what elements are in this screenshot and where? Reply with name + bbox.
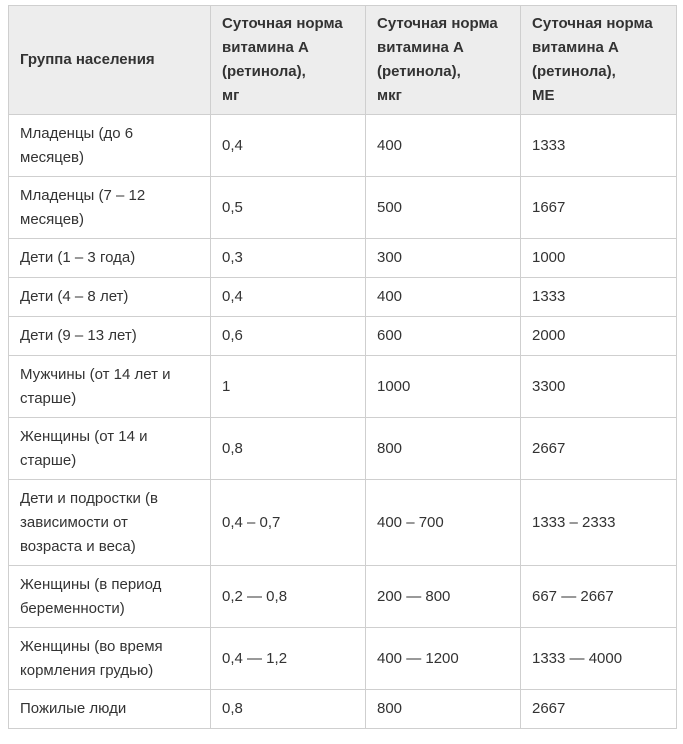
group-line: возраста и веса) — [20, 537, 136, 555]
header-daily-norm-mg — [211, 6, 366, 115]
table-row — [9, 115, 677, 177]
table-row — [9, 480, 677, 566]
cell-me: 1333 — 4000 — [521, 628, 677, 690]
cell-population-group — [9, 418, 211, 480]
table-body — [9, 115, 677, 729]
group-line: месяцев) — [20, 210, 85, 228]
vitamin-a-norms-table — [8, 5, 677, 729]
cell-me: 2667 — [521, 418, 677, 480]
header-line: Группа населения — [20, 51, 155, 68]
cell-me: 3300 — [521, 356, 677, 418]
cell-mcg: 400 – 700 — [366, 480, 521, 566]
header-daily-norm-mcg — [366, 6, 521, 115]
cell-population-group — [9, 566, 211, 628]
table-row — [9, 177, 677, 239]
cell-population-group — [9, 690, 211, 729]
cell-mcg: 1000 — [366, 356, 521, 418]
group-line: Женщины (во время — [20, 637, 163, 655]
cell-mg: 0,3 — [211, 239, 366, 278]
group-line: Дети (1 – 3 года) — [20, 249, 136, 266]
cell-me: 1333 — [521, 278, 677, 317]
cell-mg: 1 — [211, 356, 366, 418]
table-row — [9, 628, 677, 690]
cell-mcg: 300 — [366, 239, 521, 278]
table-row — [9, 356, 677, 418]
cell-mcg: 800 — [366, 418, 521, 480]
header-line: (ретинола), — [222, 63, 306, 80]
table-row — [9, 690, 677, 729]
cell-mg: 0,5 — [211, 177, 366, 239]
cell-mg: 0,8 — [211, 690, 366, 729]
header-line: витамина А — [532, 39, 619, 56]
cell-me: 1333 — [521, 115, 677, 177]
cell-me: 1000 — [521, 239, 677, 278]
header-line: (ретинола), — [532, 63, 616, 80]
cell-mg: 0,4 — [211, 115, 366, 177]
cell-mg: 0,8 — [211, 418, 366, 480]
header-population-group — [9, 6, 211, 115]
header-line: мг — [222, 87, 240, 104]
table-row — [9, 317, 677, 356]
cell-me: 1667 — [521, 177, 677, 239]
group-line: Младенцы (до 6 — [20, 124, 134, 142]
cell-mcg: 800 — [366, 690, 521, 729]
cell-mcg: 400 — [366, 278, 521, 317]
header-line: (ретинола), — [377, 63, 461, 80]
group-line: Женщины (от 14 и — [20, 427, 148, 445]
group-line: Дети (4 – 8 лет) — [20, 288, 129, 305]
header-line: Суточная норма — [222, 15, 343, 32]
cell-mg: 0,4 – 0,7 — [211, 480, 366, 566]
header-line: витамина А — [377, 39, 464, 56]
cell-mg: 0,4 — [211, 278, 366, 317]
cell-population-group — [9, 317, 211, 356]
cell-mcg: 200 — 800 — [366, 566, 521, 628]
table-row — [9, 566, 677, 628]
header-line: мкг — [377, 87, 402, 104]
table-row — [9, 239, 677, 278]
group-line: Младенцы (7 – 12 — [20, 186, 146, 204]
group-line: Дети (9 – 13 лет) — [20, 327, 137, 344]
cell-me: 1333 – 2333 — [521, 480, 677, 566]
cell-mg: 0,2 — 0,8 — [211, 566, 366, 628]
group-line: беременности) — [20, 599, 125, 617]
table-header-row — [9, 6, 677, 115]
cell-mcg: 500 — [366, 177, 521, 239]
cell-me: 2000 — [521, 317, 677, 356]
group-line: Мужчины (от 14 лет и — [20, 365, 171, 383]
group-line: Женщины (в период — [20, 575, 162, 593]
cell-mcg: 400 — [366, 115, 521, 177]
header-line: МЕ — [532, 87, 555, 104]
cell-mg: 0,6 — [211, 317, 366, 356]
group-line: старше) — [20, 389, 77, 407]
cell-population-group — [9, 115, 211, 177]
cell-population-group — [9, 278, 211, 317]
cell-mg: 0,4 — 1,2 — [211, 628, 366, 690]
group-line: Пожилые люди — [20, 700, 127, 717]
table-row — [9, 418, 677, 480]
table-row — [9, 278, 677, 317]
header-line: витамина А — [222, 39, 309, 56]
cell-population-group — [9, 480, 211, 566]
cell-me: 667 — 2667 — [521, 566, 677, 628]
header-line: Суточная норма — [532, 15, 653, 32]
cell-population-group — [9, 628, 211, 690]
cell-mcg: 400 — 1200 — [366, 628, 521, 690]
cell-mcg: 600 — [366, 317, 521, 356]
group-line: кормления грудью) — [20, 661, 154, 679]
group-line: зависимости от — [20, 513, 128, 531]
group-line: месяцев) — [20, 148, 85, 166]
cell-population-group — [9, 356, 211, 418]
cell-population-group — [9, 239, 211, 278]
group-line: старше) — [20, 451, 77, 469]
cell-population-group — [9, 177, 211, 239]
header-daily-norm-me — [521, 6, 677, 115]
group-line: Дети и подростки (в — [20, 489, 158, 507]
cell-me: 2667 — [521, 690, 677, 729]
header-line: Суточная норма — [377, 15, 498, 32]
